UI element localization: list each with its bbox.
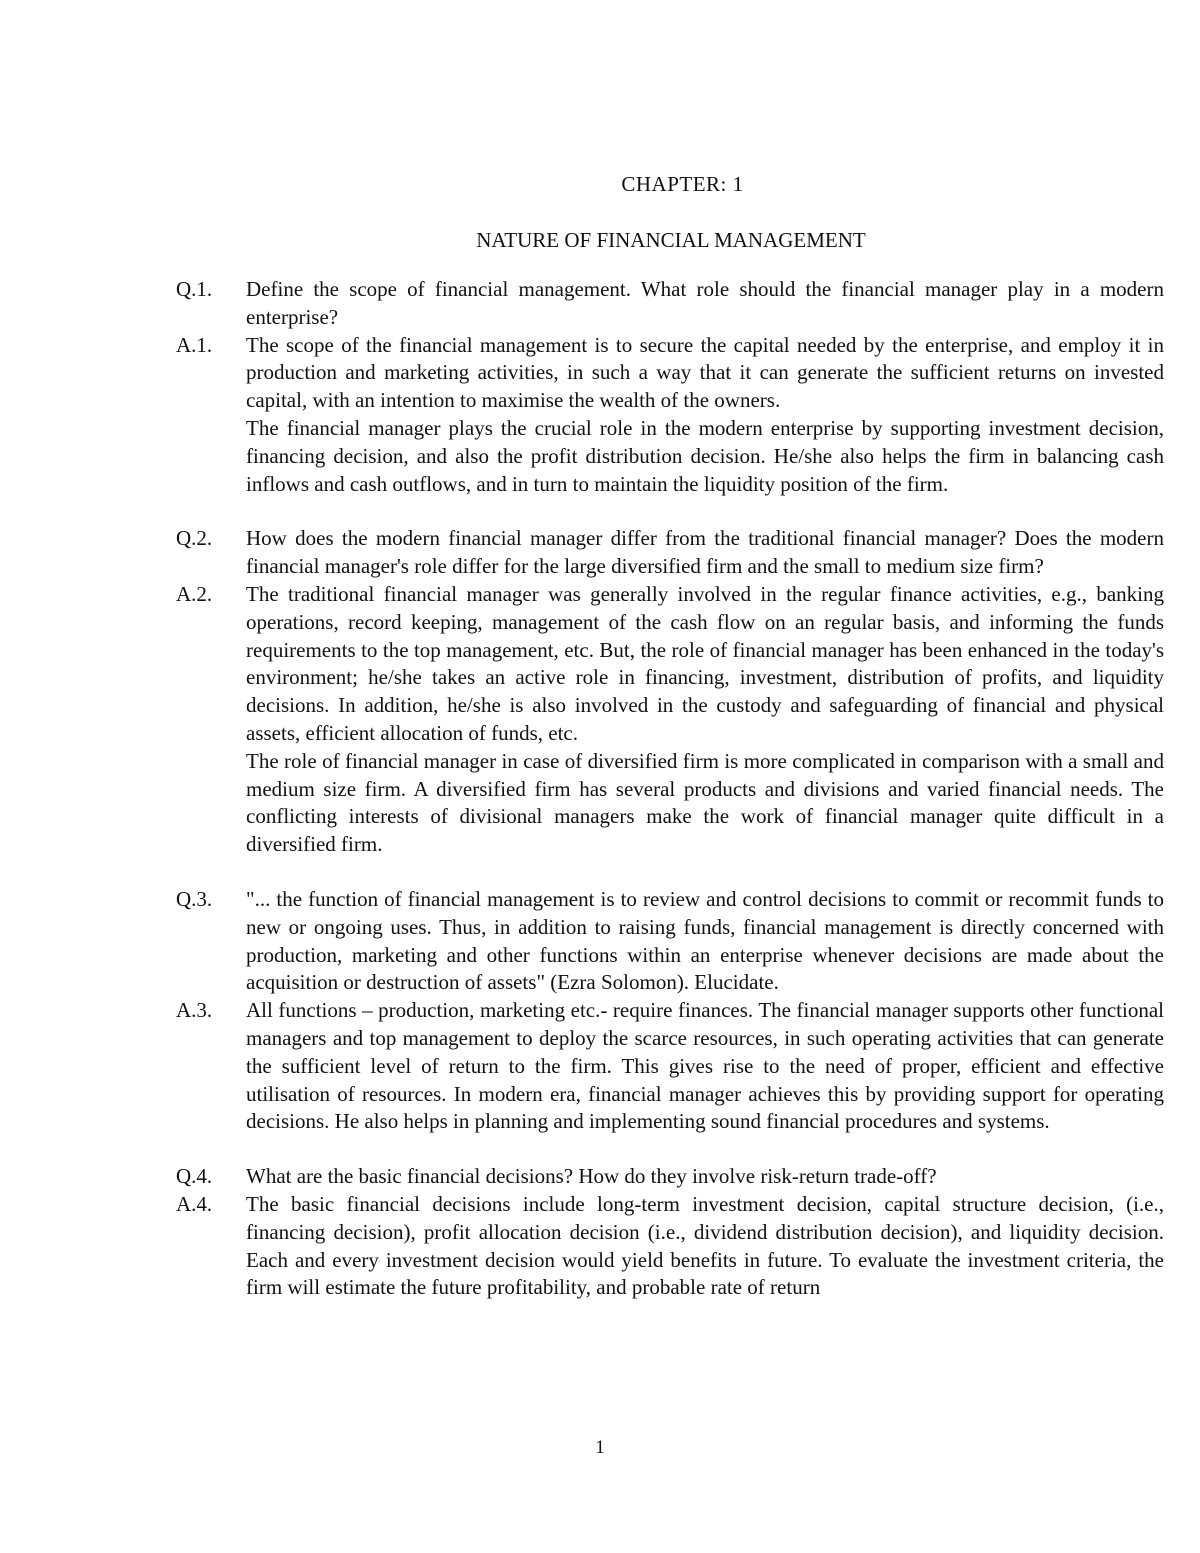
paragraph: The traditional financial manager was generally involved in the regular finance activities, e.g., banking operations, record keeping, management of the cash flow on an regular basis, and informing the funds requirements to the top management, etc. But, the role of financial manager has been enhanced in the today's environment; he/she takes an active role in financing, investment, distribution of profits, and liquidity decisions. In addition, he/she is also involved in the custody and safeguarding of financial and physical assets, efficient allocation of funds, etc. [246,581,1164,745]
answer-4 [0,1191,1200,1302]
answer-3 [0,997,1200,1136]
entry-label: A.1. [176,332,213,357]
paragraph: The role of financial manager in case of diversified firm is more complicated in comparison with a small and medium size firm. A diversified firm has several products and divisions and varied financial needs. The conflicting interests of divisional managers make the work of financial manager quite difficult in a diversified firm. [246,748,1164,857]
paragraph: All functions – production, marketing etc.- require finances. The financial manager supports other functional managers and top management to deploy the scarce resources, in such operating activities that can generate the sufficient level of return to the firm. This gives rise to the need of proper, efficient and effective utilisation of resources. In modern era, financial manager achieves this by providing support for operating decisions. He also helps in planning and implementing sound financial procedures and systems. [246,998,1164,1134]
entry-label: A.4. [176,1191,213,1216]
paragraph: The scope of the financial management is to secure the capital needed by the enterprise, and employ it in production and marketing activities, in such a way that it can generate the sufficient returns on invested capital, with an intention to maximise the wealth of the owners. [246,332,1164,413]
entry-label: Q.2. [176,526,213,551]
entry-body [246,997,1164,1136]
spacer [0,859,1200,886]
entry-label: Q.1. [176,277,213,301]
entry-body [246,1191,1164,1302]
paragraph: How does the modern financial manager differ from the traditional financial manager? Does the modern financial manager's role differ for the large diversified firm and the small to medium size firm? [246,526,1164,579]
qa-list [0,276,1200,1302]
spacer [0,1136,1200,1163]
entry-label: A.2. [176,581,213,606]
page-number: 1 [595,1437,605,1458]
entry-label: Q.3. [176,886,213,911]
paragraph: What are the basic financial decisions? How do they involve risk-return trade-off? [246,1164,937,1189]
entry-label: Q.4. [176,1164,213,1189]
entry-body [246,276,1164,332]
entry-body [246,886,1164,997]
question-2 [0,525,1200,581]
question-3 [0,886,1200,997]
answer-2 [0,581,1200,859]
question-1 [0,276,1200,332]
paragraph: The financial manager plays the crucial role in the modern enterprise by supporting investment decision, financing decision, and also the profit distribution decision. He/she also helps the firm in balancing cash inflows and cash outflows, and in turn to maintain the liquidity position of the firm. [246,415,1164,496]
entry-body [246,581,1164,859]
entry-label: A.3. [176,998,213,1023]
entry-body [246,332,1164,499]
question-4 [0,1163,1200,1191]
spacer [0,498,1200,525]
chapter-label: CHAPTER: 1 [621,172,744,196]
chapter-title: NATURE OF FINANCIAL MANAGEMENT [476,228,866,252]
paragraph: "... the function of financial management is to review and control decisions to commit or recommit funds to new or ongoing uses. Thus, in addition to raising funds, financial management is directly concerned with production, marketing and other functions within an enterprise whenever decisions are made about the acquisition or destruction of assets" (Ezra Solomon). Elucidate. [246,886,1164,995]
entry-body [246,525,1164,581]
entry-body [246,1163,1164,1191]
paragraph: Define the scope of financial management. What role should the financial manager play in a modern enterprise? [246,277,1164,329]
paragraph: The basic financial decisions include long-term investment decision, capital structure decision, (i.e., financing decision), profit allocation decision (i.e., dividend distribution decision), and liquidity decision. Each and every investment decision would yield benefits in future. To evaluate the investment criteria, the firm will estimate the future profitability, and probable rate of return [246,1191,1164,1300]
answer-1 [0,332,1200,499]
